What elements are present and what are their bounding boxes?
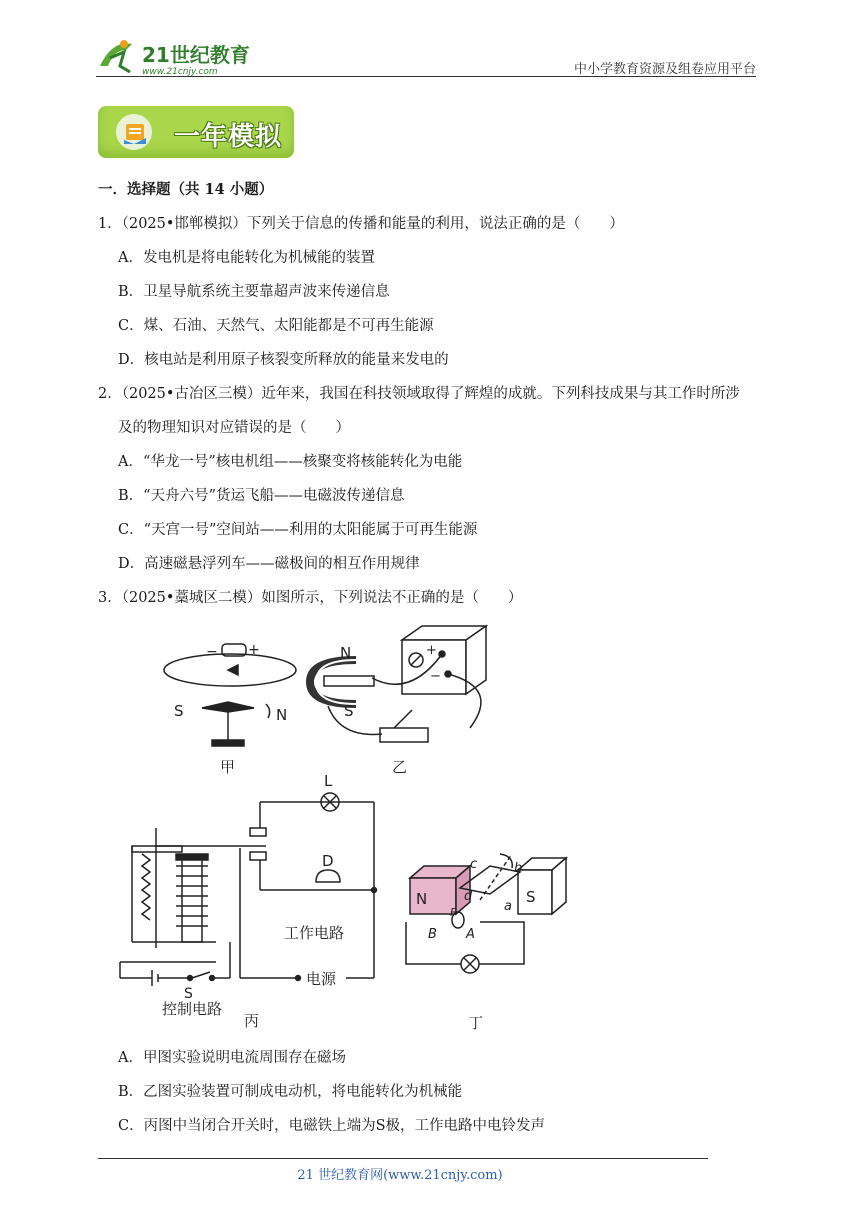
svg-text:b: b <box>514 861 523 876</box>
figure-jia <box>164 642 296 776</box>
question-1-stem: 1．（2025•邯郸模拟）下列关于信息的传播和能量的利用，说法正确的是（ ） <box>98 216 624 232</box>
question-2-option-a[interactable]: A．“华龙一号”核电机组——核聚变将核能转化为电能 <box>118 454 463 470</box>
footer-divider <box>98 1158 708 1159</box>
svg-text:S: S <box>344 702 354 720</box>
question-3-stem: 3．（2025•藁城区二模）如图所示，下列说法不正确的是（ ） <box>98 590 523 606</box>
question-1-option-c[interactable]: C．煤、石油、天然气、太阳能都是不可再生能源 <box>118 318 434 334</box>
figure-label-ding: 丁 <box>468 1014 484 1032</box>
svg-text:−: − <box>206 644 218 660</box>
svg-text:S: S <box>174 702 184 720</box>
svg-text:+: + <box>248 642 260 658</box>
question-2-option-b[interactable]: B．“天舟六号”货运飞船——电磁波传递信息 <box>118 488 405 504</box>
question-2-option-d[interactable]: D．高速磁悬浮列车——磁极间的相互作用规律 <box>118 556 420 572</box>
badge-title: 一年模拟 <box>174 122 283 152</box>
svg-text:S: S <box>526 888 536 906</box>
svg-text:电源: 电源 <box>306 970 337 988</box>
figure-label-jia: 甲 <box>220 758 236 776</box>
svg-text:N: N <box>276 706 288 724</box>
svg-text:a: a <box>504 899 512 914</box>
figure-bing <box>120 772 377 1030</box>
svg-text:−: − <box>430 669 441 684</box>
question-2-stem: 2．（2025•古冶区三模）近年来，我国在科技领域取得了辉煌的成就。下列科技成果与其工作时所涉 <box>98 386 740 402</box>
question-3-option-c[interactable]: C．丙图中当闭合开关时，电磁铁上端为S极，工作电路中电铃发声 <box>118 1118 546 1134</box>
figure-label-bing: 丙 <box>244 1012 260 1030</box>
question-1-option-d[interactable]: D．核电站是利用原子核裂变所释放的能量来发电的 <box>118 352 449 368</box>
footer-link[interactable]: 21 世纪教育网(www.21cnjy.com) <box>297 1168 503 1183</box>
site-logo <box>94 36 264 78</box>
logo-url: www.21cnjy.com <box>142 67 218 77</box>
question-1-option-a[interactable]: A．发电机是将电能转化为机械能的装置 <box>118 250 375 266</box>
figure-label-yi: 乙 <box>392 758 408 776</box>
logo-text: 21世纪教育 <box>142 43 250 67</box>
svg-text:工作电路: 工作电路 <box>284 924 345 942</box>
svg-text:控制电路: 控制电路 <box>162 1000 223 1018</box>
section-title: 一．选择题（共 14 小题） <box>98 181 274 198</box>
section-badge <box>98 106 294 158</box>
question-3-option-a[interactable]: A．甲图实验说明电流周围存在磁场 <box>118 1050 346 1066</box>
svg-text:D: D <box>322 852 334 870</box>
svg-text:d: d <box>464 889 473 904</box>
header-platform-text: 中小学教育资源及组卷应用平台 <box>573 62 756 77</box>
question-3-option-b[interactable]: B．乙图实验装置可制成电动机，将电能转化为机械能 <box>118 1084 463 1100</box>
svg-text:S: S <box>184 986 193 1002</box>
svg-text:+: + <box>426 643 437 658</box>
svg-text:N: N <box>340 644 352 662</box>
figure-ding <box>406 854 566 1032</box>
svg-text:c: c <box>470 857 478 872</box>
question-2-stem-cont: 及的物理知识对应错误的是（ ） <box>118 420 350 436</box>
question-2-option-c[interactable]: C．“天宫一号”空间站——利用的太阳能属于可再生能源 <box>118 522 478 538</box>
svg-text:A: A <box>466 927 475 942</box>
svg-text:L: L <box>324 772 333 790</box>
svg-text:B: B <box>428 927 437 942</box>
header-divider <box>96 76 756 77</box>
question-3-figure <box>110 618 590 1038</box>
svg-text:N: N <box>416 890 428 908</box>
calendar-icon <box>112 112 156 152</box>
figure-yi <box>310 626 486 776</box>
svg-text:F: F <box>450 906 457 919</box>
question-1-option-b[interactable]: B．卫星导航系统主要靠超声波来传递信息 <box>118 284 390 300</box>
